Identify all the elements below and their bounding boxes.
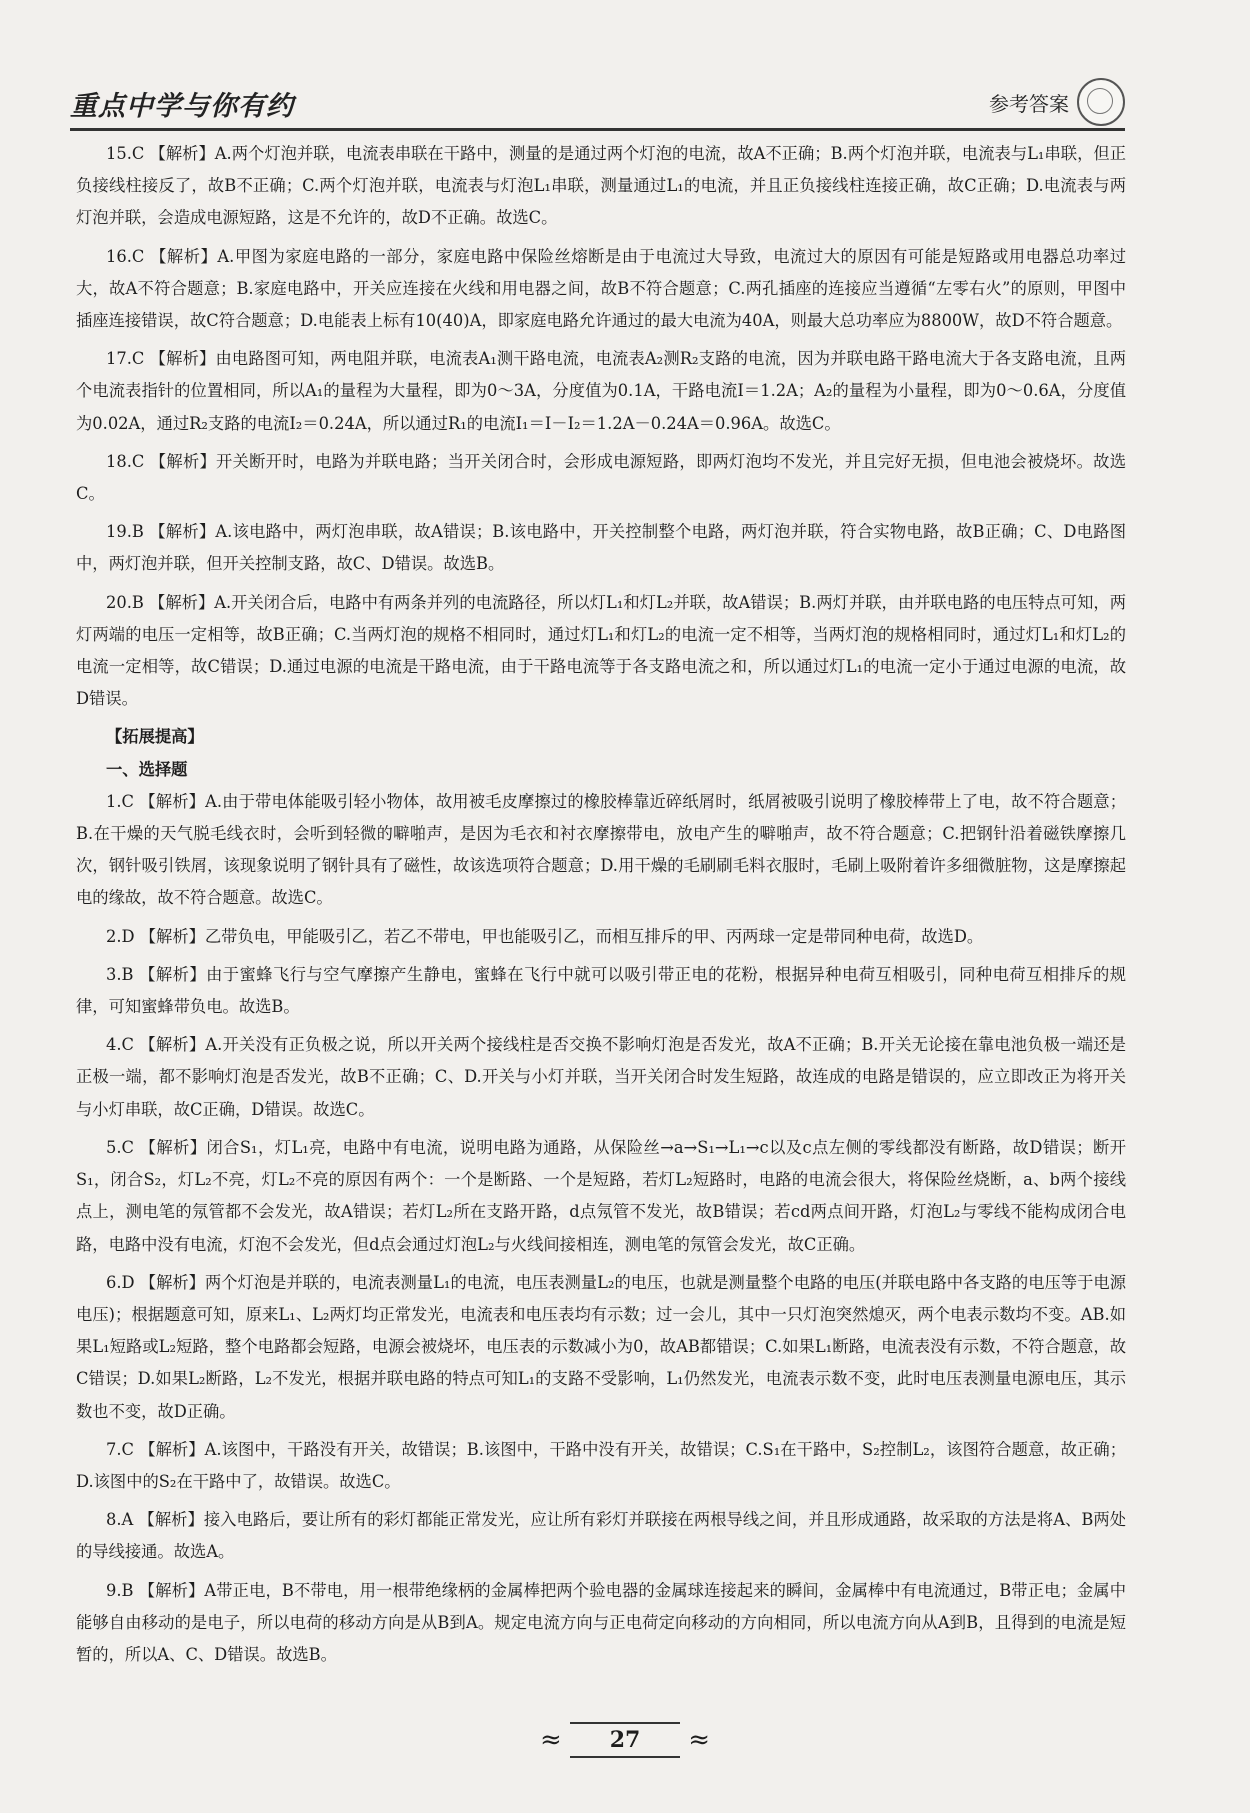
page-footer — [0, 1722, 1250, 1758]
answer-ext-7: 7.C 【解析】A.该图中，干路没有开关，故错误；B.该图中，干路中没有开关，故错误；C.S₁在干路中，S₂控制L₂，该图符合题意，故正确；D.该图中的S₂在干路中了，故错误。故选C。 — [76, 1439, 1126, 1491]
page-header — [70, 78, 1125, 124]
answer-19: 19.B 【解析】A.该电路中，两灯泡串联，故A错误；B.该电路中，开关控制整个电路，两灯泡并联，符合实物电路，故B正确；C、D电路图中，两灯泡并联，但开关控制支路，故C、D错误。故选B。 — [76, 522, 1126, 574]
answer-15: 15.C 【解析】A.两个灯泡并联，电流表串联在干路中，测量的是通过两个灯泡的电流，故A不正确；B.两个灯泡并联，电流表与L₁串联，但正负接线柱接反了，故B不正确；C.两个灯泡并联，电流表与灯泡L₁串联，测量通过L₁的电流，并且正负接线柱连接正确，故C正确；D.电流表与两灯泡并联，会造成电源短路，这是不允许的，故D不正确。故选C。 — [76, 144, 1126, 228]
book-brand-title: 重点中学与你有约 — [70, 91, 294, 122]
answer-ext-2: 2.D 【解析】乙带负电，甲能吸引乙，若乙不带电，甲也能吸引乙，而相互排斥的甲、丙两球一定是带同种电荷，故选D。 — [106, 926, 984, 946]
answer-ext-1: 1.C 【解析】A.由于带电体能吸引轻小物体，故用被毛皮摩擦过的橡胶棒靠近碎纸屑时，纸屑被吸引说明了橡胶棒带上了电，故不符合题意；B.在干燥的天气脱毛线衣时，会听到轻微的噼啪声，是因为毛衣和衬衣摩擦带电，放电产生的噼啪声，故不符合题意；C.把钢针沿着磁铁摩擦几次，钢针吸引铁屑，该现象说明了钢针具有了磁性，故该选项符合题意；D.用干燥的毛刷刷毛料衣服时，毛刷上吸附着许多细微脏物，这是摩擦起电的缘故，故不符合题意。故选C。 — [76, 791, 1126, 908]
answer-ext-9: 9.B 【解析】A带正电，B不带电，用一根带绝缘柄的金属棒把两个验电器的金属球连接起来的瞬间，金属棒中有电流通过，B带正电；金属中能够自由移动的是电子，所以电荷的移动方向是从B到A。规定电流方向与正电荷定向移动的方向相同，所以电流方向从A到B，且得到的电流是短暂的，所以A、C、D错误。故选B。 — [76, 1580, 1126, 1664]
section-title: 参考答案 — [989, 91, 1069, 116]
answer-content — [76, 138, 1126, 1677]
answer-18: 18.C 【解析】开关断开时，电路为并联电路；当开关闭合时，会形成电源短路，即两灯泡均不发光，并且完好无损，但电池会被烧坏。故选C。 — [76, 451, 1126, 504]
answer-ext-6: 6.D 【解析】两个灯泡是并联的，电流表测量L₁的电流，电压表测量L₂的电压，也就是测量整个电路的电压(并联电路中各支路的电压等于电源电压)；根据题意可知，原来L₁、L₂两灯均正常发光，电流表和电压表均有示数；过一会儿，其中一只灯泡突然熄灭，两个电表示数均不变。AB.如果L₁短路或L₂短路，整个电路都会短路，电源会被烧坏，电压表的示数减小为0，故AB都错误；C.如果L₁断路，电流表没有示数，不符合题意，故C错误；D.如果L₂断路，L₂不发光，根据并联电路的特点可知L₁的支路不受影响，L₁仍然发光，电流表示数不变，此时电压表测量电源电压，其示数也不变，故D正确。 — [76, 1272, 1126, 1421]
school-emblem-icon — [1077, 78, 1125, 126]
answer-ext-5: 5.C 【解析】闭合S₁，灯L₁亮，电路中有电流，说明电路为通路，从保险丝→a→S₁→L₁→c以及c点左侧的零线都没有断路，故D错误；断开S₁，闭合S₂，灯L₂不亮，灯L₂不亮的原因有两个：一个是断路、一个是短路，若灯L₂短路时，电路的电流会很大，将保险丝烧断，a、b两个接线点上，测电笔的氖管都不会发光，故A错误；若灯L₂所在支路开路，d点氖管不发光，故B错误；若cd两点间开路，灯泡L₂与零线不能构成闭合电路，电路中没有电流，灯泡不会发光，但d点会通过灯泡L₂与火线间接相连，测电笔的氖管会发光，故C正确。 — [76, 1137, 1126, 1254]
answer-17: 17.C 【解析】由电路图可知，两电阻并联，电流表A₁测干路电流，电流表A₂测R₂支路的电流，因为并联电路干路电流大于各支路电流，且两个电流表指针的位置相同，所以A₁的量程为大量程，即为0～3A，分度值为0.1A，干路电流I＝1.2A；A₂的量程为小量程，即为0～0.6A，分度值为0.02A，通过R₂支路的电流I₂＝0.24A，所以通过R₁的电流I₁＝I－I₂＝1.2A－0.24A＝0.96A。故选C。 — [76, 349, 1126, 433]
answer-20: 20.B 【解析】A.开关闭合后，电路中有两条并列的电流路径，所以灯L₁和灯L₂并联，故A错误；B.两灯并联，由并联电路的电压特点可知，两灯两端的电压一定相等，故B正确；C.当两灯泡的规格不相同时，通过灯L₁和灯L₂的电流一定不相等，当两灯泡的规格相同时，通过灯L₁和灯L₂的电流一定相等，故C错误；D.通过电源的电流是干路电流，由于干路电流等于各支路电流之和，所以通过灯L₁的电流一定小于通过电源的电流，故D错误。 — [76, 592, 1126, 709]
answer-16: 16.C 【解析】A.甲图为家庭电路的一部分，家庭电路中保险丝熔断是由于电流过大导致，电流过大的原因有可能是短路或用电器总功率过大，故A不符合题意；B.家庭电路中，开关应连接在火线和用电器之间，故B不符合题意；C.两孔插座的连接应当遵循“左零右火”的原则，甲图中插座连接错误，故C符合题意；D.电能表上标有10(40)A，即家庭电路允许通过的最大电流为40A，则最大总功率应为8800W，故D不符合题意。 — [76, 246, 1126, 331]
answer-ext-8: 8.A 【解析】接入电路后，要让所有的彩灯都能正常发光，应让所有彩灯并联接在两根导线之间，并且形成通路，故采取的方法是将A、B两处的导线接通。故选A。 — [76, 1510, 1126, 1562]
page-number: ≈ 27 ≈ — [570, 1722, 680, 1758]
sub-heading: 一、选择题 — [106, 759, 188, 779]
answer-ext-3: 3.B 【解析】由于蜜蜂飞行与空气摩擦产生静电，蜜蜂在飞行中就可以吸引带正电的花粉，根据异种电荷互相吸引，同种电荷互相排斥的规律，可知蜜蜂带负电。故选B。 — [76, 964, 1126, 1017]
section-heading: 【拓展提高】 — [106, 727, 204, 747]
answer-ext-4: 4.C 【解析】A.开关没有正负极之说，所以开关两个接线柱是否交换不影响灯泡是否发光，故A不正确；B.开关无论接在靠电池负极一端还是正极一端，都不影响灯泡是否发光，故B不正确；C、D.开关与小灯并联，当开关闭合时发生短路，故连成的电路是错误的，应立即改正为将开关与小灯串联，故C正确，D错误。故选C。 — [76, 1035, 1126, 1119]
header-right — [989, 78, 1125, 126]
header-rule — [70, 128, 1125, 131]
